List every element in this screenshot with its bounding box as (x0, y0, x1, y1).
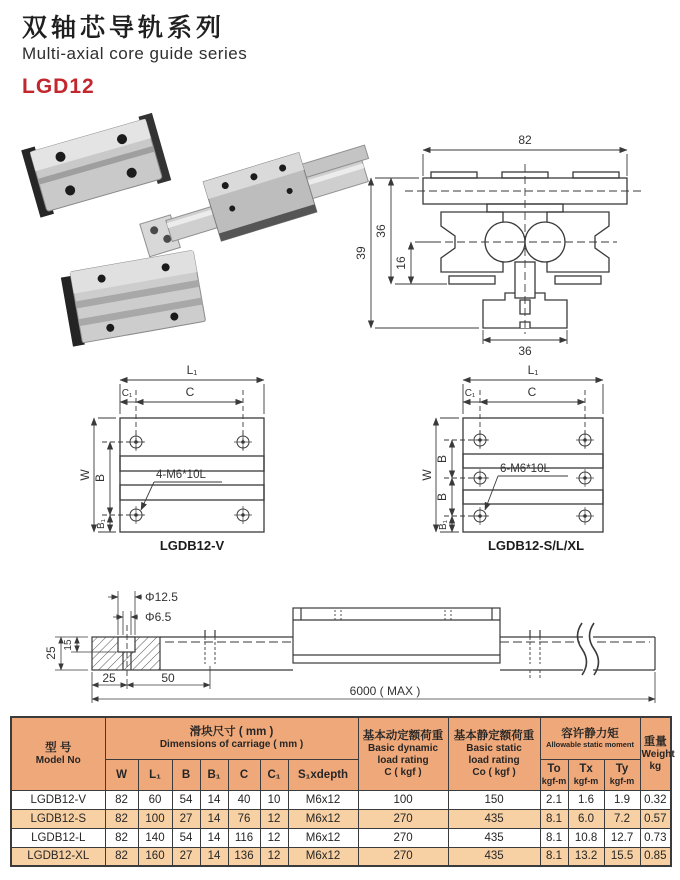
cross-section-drawing (355, 128, 673, 358)
cell: M6x12 (288, 828, 358, 847)
cell: 82 (105, 809, 138, 828)
cell: 12 (260, 809, 288, 828)
dim-b1: B₁ (96, 518, 107, 530)
cell: 54 (172, 790, 200, 809)
product-photo-carriage-small (21, 113, 171, 218)
plate-slxl-dim-lines (436, 380, 603, 532)
plate-drawing-slxl (420, 358, 669, 566)
side-view-rail (92, 608, 655, 675)
dim-roller-16: 16 (394, 256, 408, 270)
col-header-ty: Ty kgf-m (604, 759, 640, 790)
spec-table (10, 716, 675, 867)
cell: 82 (105, 790, 138, 809)
table-row (11, 790, 671, 809)
cell: 116 (228, 828, 260, 847)
cell-model: LGDB12-S (11, 809, 105, 828)
model-heading: LGD12 (22, 74, 95, 98)
cell: M6x12 (288, 809, 358, 828)
dim-pitch-50: 50 (161, 671, 175, 685)
col-header-l1: L₁ (138, 759, 172, 790)
plate-slxl-centerlines (444, 390, 585, 516)
hole-label-v: 4-M6*10L (156, 469, 206, 481)
dim-w: W (420, 469, 434, 481)
cell-model: LGDB12-V (11, 790, 105, 809)
cell: 270 (358, 828, 448, 847)
cell: 435 (448, 828, 540, 847)
plate-slxl-caption: LGDB12-S/L/XL (487, 538, 585, 553)
col-header-b1: B₁ (200, 759, 228, 790)
moment-header: 容许静力矩 Allowable static moment (540, 717, 640, 759)
dim-l1: L₁ (527, 363, 539, 377)
weight-header: 重量 Weight kg (640, 717, 671, 790)
plate-drawing-v (78, 358, 317, 566)
cell: 1.6 (568, 790, 604, 809)
col-header-w: W (105, 759, 138, 790)
dim-phi-inner: Φ6.5 (145, 610, 172, 624)
cell: 82 (105, 828, 138, 847)
page-header (22, 14, 247, 99)
dim-phi-outer: Φ12.5 (145, 590, 178, 604)
cross-section-centerlines (405, 164, 645, 334)
dim-height-36: 36 (374, 224, 388, 238)
col-header-to: To kgf-m (540, 759, 568, 790)
dim-offset-25: 25 (102, 671, 116, 685)
dim-b1: B₁ (438, 519, 449, 531)
cell: 0.57 (640, 809, 671, 828)
cell: 0.73 (640, 828, 671, 847)
cell: 136 (228, 847, 260, 866)
cell: 12 (260, 828, 288, 847)
cell: 435 (448, 809, 540, 828)
cell: 14 (200, 828, 228, 847)
cell: 12 (260, 847, 288, 866)
dim-height-25: 25 (44, 646, 58, 660)
cell: 6.0 (568, 809, 604, 828)
cell: 27 (172, 847, 200, 866)
cell-model: LGDB12-XL (11, 847, 105, 866)
plate-v-caption: LGDB12-V (159, 538, 225, 553)
cell: 12.7 (604, 828, 640, 847)
dynamic-load-header: 基本动定额荷重 Basic dynamic load rating C ( kgf ) (358, 717, 448, 790)
cell: 100 (138, 809, 172, 828)
carriage-dims-header-zh: 滑块尺寸 ( mm ) (189, 726, 274, 739)
dim-c1: C₁ (121, 388, 133, 399)
plate-v-centerlines (102, 390, 243, 515)
model-no-header-zh: 型 号 (45, 741, 72, 754)
product-photo-rail-assembly (133, 134, 379, 263)
col-header-tx: Tx kgf-m (568, 759, 604, 790)
cell: 14 (200, 809, 228, 828)
cell-model: LGDB12-L (11, 828, 105, 847)
table-row (11, 809, 671, 828)
col-header-c: C (228, 759, 260, 790)
page-title-zh: 双轴芯导轨系列 (22, 14, 226, 42)
dim-b-bottom: B (435, 492, 449, 502)
cell: 13.2 (568, 847, 604, 866)
cell: 8.1 (540, 847, 568, 866)
product-photo-carriage-wide (60, 250, 206, 346)
page-title-en: Multi-axial core guide series (22, 43, 248, 63)
col-header-b: B (172, 759, 200, 790)
dim-base-36: 36 (518, 344, 532, 358)
cell: 7.2 (604, 809, 640, 828)
cell: 270 (358, 847, 448, 866)
cell: 0.32 (640, 790, 671, 809)
cell: 14 (200, 790, 228, 809)
dim-height-39: 39 (354, 246, 368, 260)
carriage-dims-header-en: Dimensions of carriage ( mm ) (159, 739, 304, 751)
dim-c1: C₁ (464, 388, 476, 399)
cell: 60 (138, 790, 172, 809)
cell: 82 (105, 847, 138, 866)
cell: M6x12 (288, 847, 358, 866)
model-no-header-en: Model No (35, 754, 81, 766)
static-load-header: 基本静定额荷重 Basic static load rating Co ( kgf ) (448, 717, 540, 790)
cell: 76 (228, 809, 260, 828)
cell: 435 (448, 847, 540, 866)
side-view-drawing (15, 575, 670, 715)
cell: 10.8 (568, 828, 604, 847)
col-header-s1: S₁xdepth (288, 759, 358, 790)
cell: 150 (448, 790, 540, 809)
hole-label-slxl: 6-M6*10L (500, 463, 550, 475)
carriage-dims-header (105, 717, 358, 759)
table-row (11, 847, 671, 866)
product-photos (8, 104, 353, 352)
cell: 1.9 (604, 790, 640, 809)
cell: 40 (228, 790, 260, 809)
plate-slxl-holes (471, 431, 594, 525)
dim-width-82: 82 (518, 133, 532, 147)
dim-l1: L₁ (186, 363, 198, 377)
cell: 2.1 (540, 790, 568, 809)
cell: 0.85 (640, 847, 671, 866)
dim-b-top: B (435, 454, 449, 464)
dim-c: C (185, 385, 195, 399)
cell: 270 (358, 809, 448, 828)
model-no-header (11, 717, 105, 790)
cell: 27 (172, 809, 200, 828)
cell: 8.1 (540, 828, 568, 847)
cell: 54 (172, 828, 200, 847)
dim-max-length: 6000 ( MAX ) (349, 684, 421, 698)
cell: 10 (260, 790, 288, 809)
col-header-c1: C₁ (260, 759, 288, 790)
cell: 14 (200, 847, 228, 866)
dim-b: B (93, 473, 107, 483)
cell: 140 (138, 828, 172, 847)
cell: 160 (138, 847, 172, 866)
dim-depth-15: 15 (63, 639, 74, 651)
cell: 15.5 (604, 847, 640, 866)
cell: M6x12 (288, 790, 358, 809)
dim-w: W (78, 469, 92, 481)
cell: 8.1 (540, 809, 568, 828)
table-row (11, 828, 671, 847)
dim-c: C (527, 385, 537, 399)
cell: 100 (358, 790, 448, 809)
